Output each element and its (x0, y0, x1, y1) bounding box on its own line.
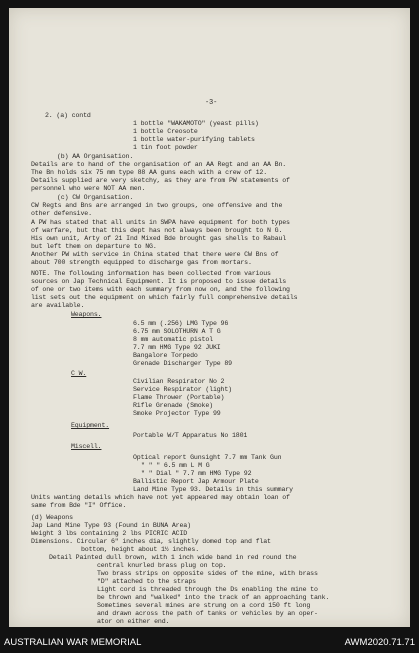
body-line: "D" attached to the straps (97, 578, 196, 585)
list-item: Grenade Discharger Type 89 (133, 360, 232, 367)
page-number: -3- (205, 99, 218, 107)
body-line: central knurled brass plug on top. (97, 562, 227, 569)
body-line: ator on either end. (97, 618, 170, 625)
body-line: sources on Jap Technical Equipment. It is proposed to issue details (31, 278, 287, 285)
body-line: Weight 3 lbs containing 2 lbs PICRIC ACID (31, 530, 188, 537)
list-item: Civilian Respirator No 2 (133, 378, 225, 385)
subsection-heading: (b) AA Organisation. (57, 153, 134, 160)
list-item: 6.75 mm SOLOTHURN A T G (133, 328, 221, 335)
note-line: NOTE. The following information has been collected from various (31, 270, 271, 277)
list-item: 1 bottle "WAKAMOTO" (yeast pills) (133, 120, 259, 127)
body-line: be thrown and "walked" into the track of an approaching tank. (97, 594, 330, 601)
list-item: 1 tin foot powder (133, 144, 198, 151)
document-page (9, 8, 410, 627)
list-item: 6.5 mm (.256) LMG Type 96 (133, 320, 229, 327)
list-item: Smoke Projector Type 99 (133, 410, 221, 417)
list-item: 1 bottle Creosote (133, 128, 198, 135)
body-line: bottom, height about 1½ inches. (81, 546, 200, 553)
list-item: Rifle Grenade (Smoke) (133, 402, 213, 409)
body-line: Details are to hand of the organisation of an AA Regt and an AA Bn. (31, 161, 287, 168)
body-line: Sometimes several mines are strung on a cord 150 ft long (97, 602, 311, 609)
body-line: Jap Land Mine Type 93 (Found in BUNA Area) (31, 522, 191, 529)
list-item: Service Respirator (light) (133, 386, 232, 393)
body-line: but left them on departure to NG. (31, 243, 157, 250)
subsection-heading: (c) CW Organisation. (57, 194, 134, 201)
footer-accession-number: AWM2020.71.71 (344, 637, 415, 648)
body-line: A PW has stated that all units in SWPA have equipment for both types (31, 219, 290, 226)
body-line: Light cord is threaded through the Ds enabling the mine to (97, 586, 318, 593)
body-line: Details supplied are very sketchy, as they are from PW statements of (31, 177, 290, 184)
list-item: " " " 6.5 mm L M G (141, 462, 210, 469)
list-item: 8 mm automatic pistol (133, 336, 213, 343)
section-heading: 2. (a) contd (45, 112, 91, 119)
body-line: of warfare, but that this dept has not always been brought to N G. (31, 227, 283, 234)
body-line: personnel who were NOT AA men. (31, 185, 146, 192)
list-item: Ballistic Report Jap Armour Plate (133, 478, 259, 485)
category-heading: Weapons. (71, 311, 102, 318)
list-item: Portable W/T Apparatus No 1801 (133, 432, 248, 439)
body-line: The Bn holds six 75 mm type 88 AA guns each with a crew of 12. (31, 169, 268, 176)
list-item: Optical report Gunsight 7.7 mm Tank Gun (133, 454, 282, 461)
body-line: Detail Painted dull brown, with 1 inch wide band in red round the (49, 554, 297, 561)
list-item: " " Dial " 7.7 mm HMG Type 92 (141, 470, 252, 477)
body-line: list sets out the equipment on which fairly full comprehensive details (31, 294, 298, 301)
list-item: 1 bottle water-purifying tablets (133, 136, 255, 143)
body-line: His own unit, Arty of 21 Ind Mixed Bde brought gas shells to Rabaul (31, 235, 287, 242)
body-line: Another PW with service in China stated that there were CW Bns of (31, 251, 279, 258)
subsection-heading: (d) Weapons (31, 514, 73, 521)
list-item: Land Mine Type 93. Details in this summary (133, 486, 293, 493)
body-line: Dimensions. Circular 6" inches dia, slightly domed top and flat (31, 538, 271, 545)
archive-footer (0, 629, 419, 653)
body-line: CW Regts and Bns are arranged in two groups, one offensive and the (31, 202, 283, 209)
body-line: same from Bde "I" Office. (31, 502, 127, 509)
list-item: 7.7 mm HMG Type 92 JUKI (133, 344, 221, 351)
category-heading: C W. (71, 370, 87, 377)
body-line: of one or two items with each summary from now on, and the following (31, 286, 290, 293)
body-line: are available. (31, 302, 85, 309)
body-line: Units wanting details which have not yet appeared may obtain loan of (31, 494, 290, 501)
list-item: Flame Thrower (Portable) (133, 394, 225, 401)
footer-institution: AUSTRALIAN WAR MEMORIAL (4, 637, 142, 648)
body-line: Two brass strips on opposite sides of the mine, with brass (97, 570, 318, 577)
body-line: other defensive. (31, 210, 92, 217)
category-heading: Equipment. (71, 422, 110, 429)
category-heading: Miscell. (71, 443, 102, 450)
body-line: and drawn across the path of tanks or vehicles by an oper- (97, 610, 318, 617)
body-line: about 700 strength equipped to discharge gas from mortars. (31, 259, 252, 266)
list-item: Bangalore Torpedo (133, 352, 198, 359)
